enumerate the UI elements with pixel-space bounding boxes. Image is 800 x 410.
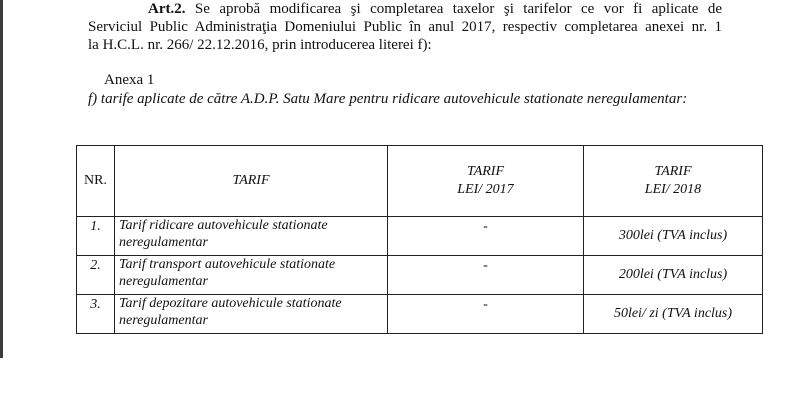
article-paragraph xyxy=(88,0,722,54)
article-line-1: Art.2. Se aprobă modificarea şi completarea taxelor şi tarifelor ce vor fi aplicate de xyxy=(148,1,722,17)
table-header-row xyxy=(77,146,763,217)
row-tarif: Tarif transport autovehicule stationate neregulamentar xyxy=(115,256,388,295)
row-number: 1. xyxy=(77,217,115,256)
table-row xyxy=(77,217,763,256)
table-row xyxy=(77,295,763,334)
tariffs-table xyxy=(76,145,763,334)
header-2018: TARIF LEI/ 2018 xyxy=(584,146,763,217)
header-tarif: TARIF xyxy=(115,146,388,217)
row-tarif: Tarif depozitare autovehicule stationate neregulamentar xyxy=(115,295,388,334)
row-number: 3. xyxy=(77,295,115,334)
row-value-2018: 300lei (TVA inclus) xyxy=(584,217,763,256)
page-left-border xyxy=(0,0,3,358)
article-line-3: la H.C.L. nr. 266/ 22.12.2016, prin introducerea literei f): xyxy=(88,37,432,53)
row-tarif: Tarif ridicare autovehicule stationate neregulamentar xyxy=(115,217,388,256)
row-value-2017: - xyxy=(388,217,584,256)
article-line-2: Serviciul Public Administraţia Domeniului Public în anul 2017, respectiv completarea anexei nr. 1 xyxy=(88,19,722,35)
header-nr: NR. xyxy=(77,146,115,217)
table-row xyxy=(77,256,763,295)
row-value-2018: 200lei (TVA inclus) xyxy=(584,256,763,295)
article-label: Art.2. xyxy=(148,1,186,17)
row-value-2018: 50lei/ zi (TVA inclus) xyxy=(584,295,763,334)
annex-subtitle: f) tarife aplicate de către A.D.P. Satu Mare pentru ridicare autovehicule stationate neregulamentar: xyxy=(88,91,688,107)
row-number: 2. xyxy=(77,256,115,295)
annex-title: Anexa 1 xyxy=(104,72,155,88)
row-value-2017: - xyxy=(388,295,584,334)
header-2017: TARIF LEI/ 2017 xyxy=(388,146,584,217)
row-value-2017: - xyxy=(388,256,584,295)
